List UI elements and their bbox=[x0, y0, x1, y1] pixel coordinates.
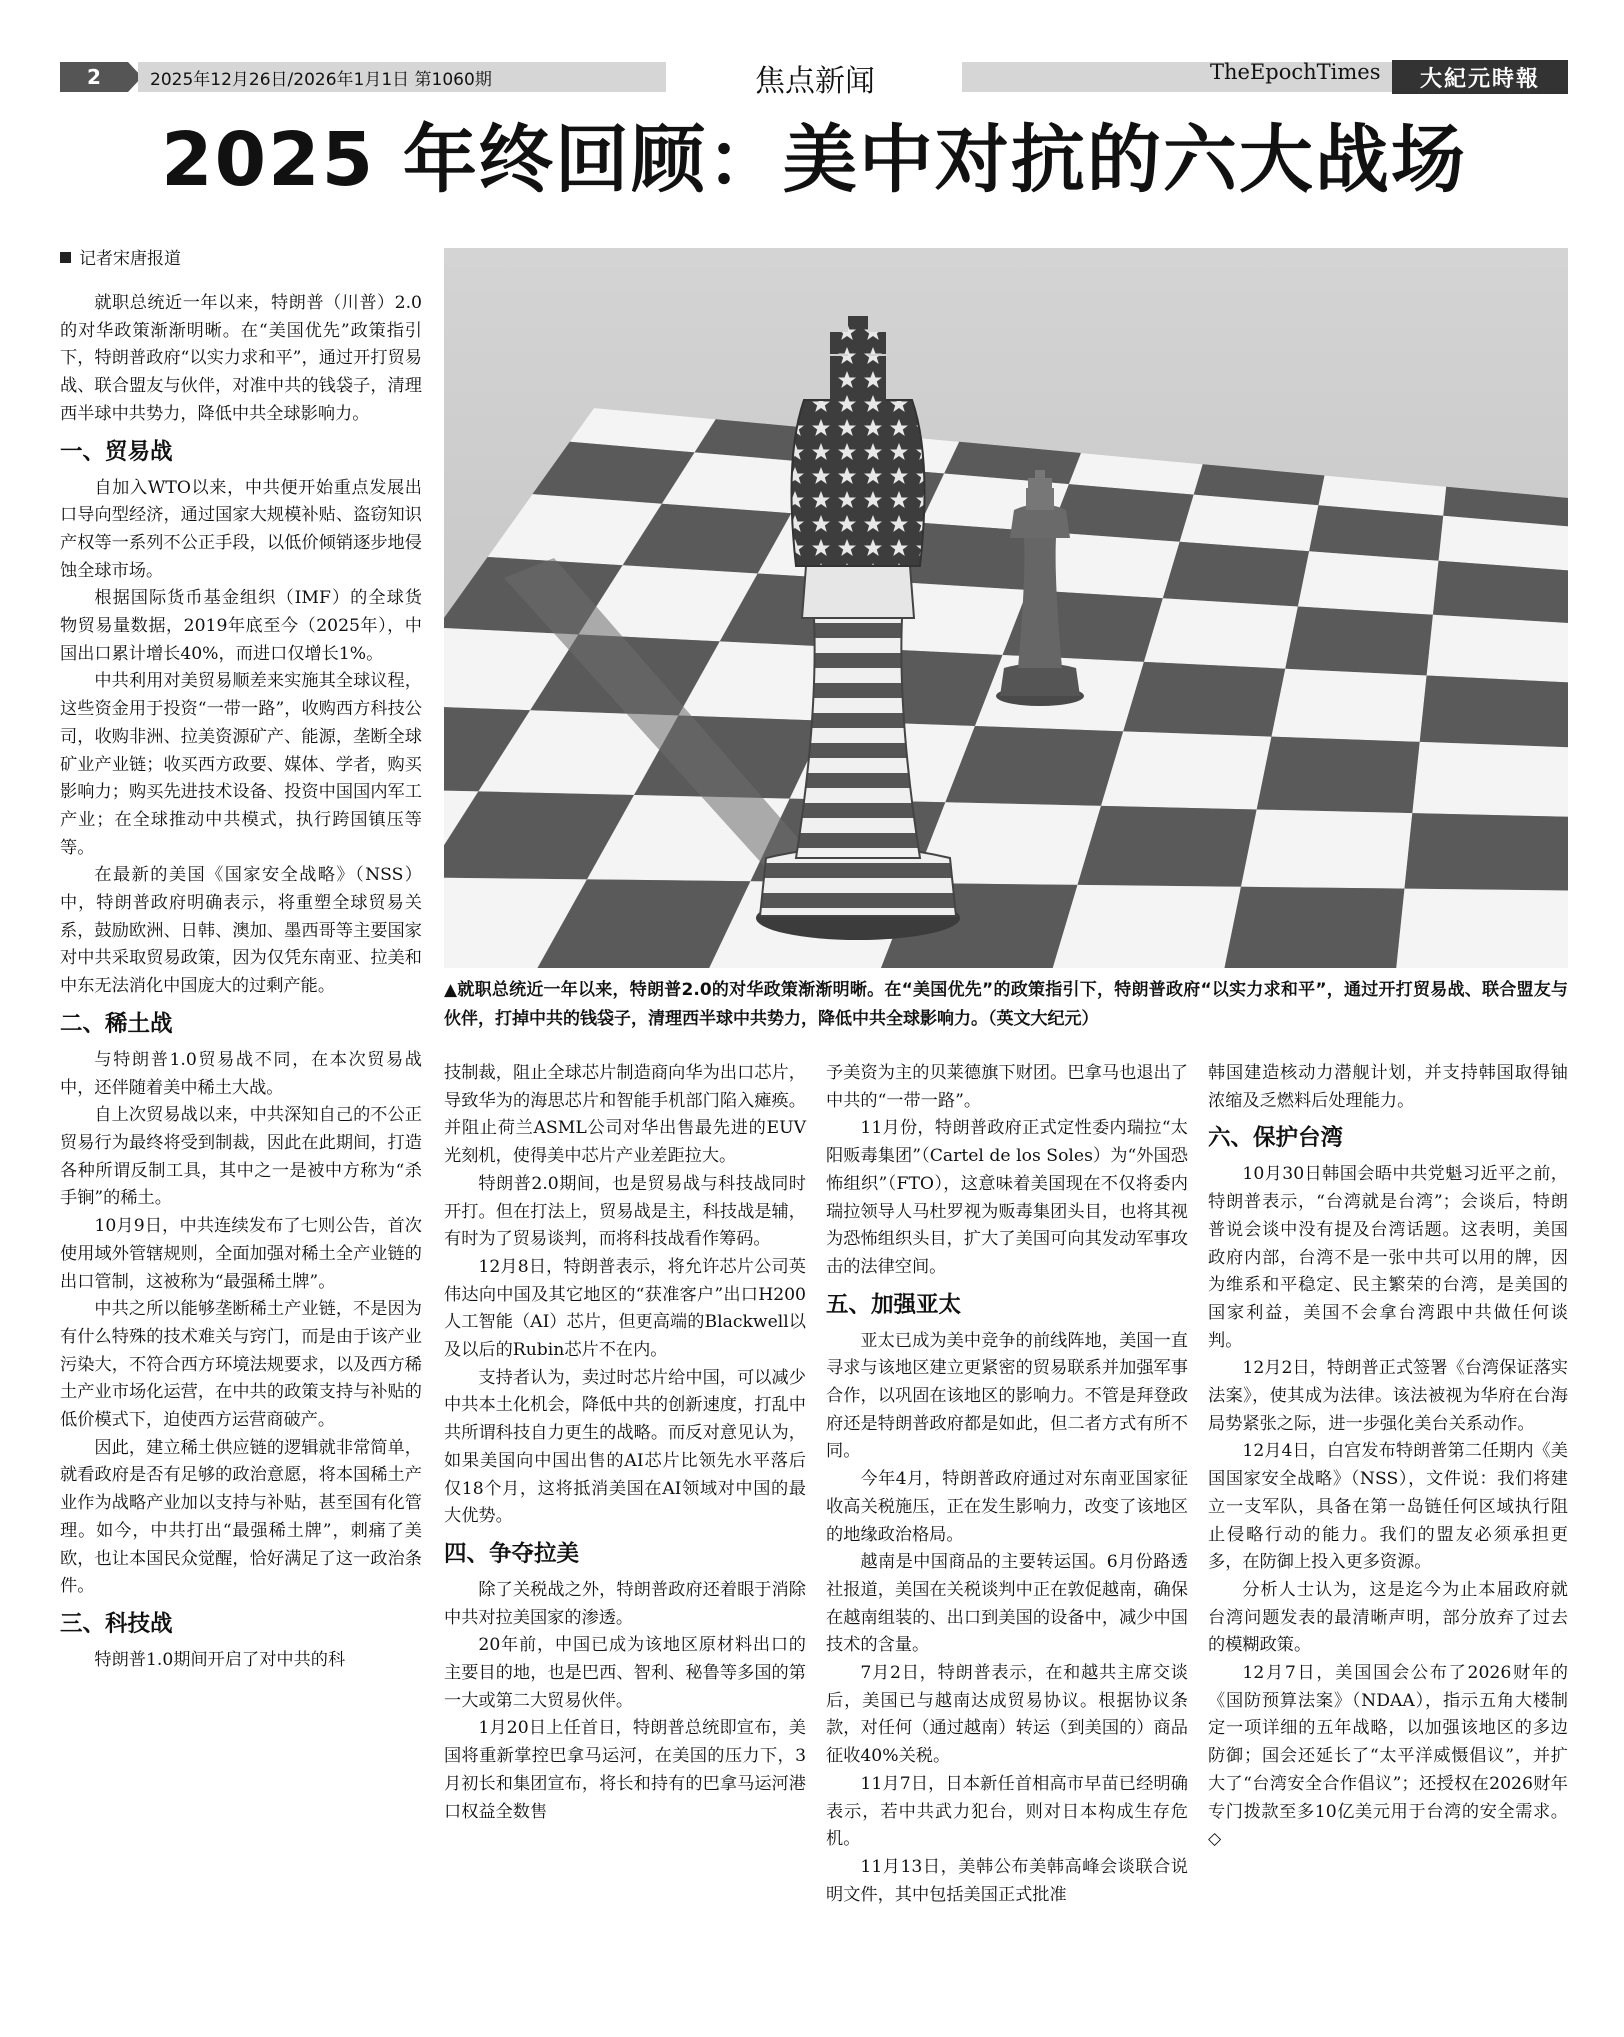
section-heading-rare-earth: 二、稀土战 bbox=[60, 1010, 173, 1037]
paragraph: 亚太已成为美中竞争的前线阵地，美国一直寻求与该地区建立更紧密的贸易联系并加强军事合作，以巩固在该地区的影响力。不管是拜登政府还是特朗普政府都是如此，但二者方式有所不同。 bbox=[826, 1330, 1188, 1462]
article-column-1 bbox=[60, 246, 422, 1675]
board-square bbox=[1427, 615, 1568, 683]
article-column-3 bbox=[826, 1060, 1188, 1909]
paragraph: 20年前，中国已成为该地区原材料出口的主要目的地，也是巴西、智利、秘鲁等多国的第一大或第二大贸易伙伴。 bbox=[444, 1635, 806, 1711]
section-title: 焦点新闻 bbox=[755, 64, 875, 99]
board-square bbox=[1298, 551, 1439, 614]
paragraph: 12月2日，特朗普正式签署《台湾保证落实法案》，使其成为法律。该法被视为华府在台海局势紧张之际，进一步强化美台关系动作。 bbox=[1208, 1358, 1568, 1434]
paragraph: 与特朗普1.0贸易战不同，在本次贸易战中，还伴随着美中稀土大战。 bbox=[60, 1049, 422, 1098]
paragraph: 11月7日，日本新任首相高市早苗已经明确表示，若中共武力犯台，则对日本构成生存危机。 bbox=[826, 1773, 1188, 1850]
board-square bbox=[1101, 731, 1271, 809]
paragraph: 10月30日韩国会晤中共党魁习近平之前，特朗普表示，“台湾就是台湾”；会谈后，特朗普说会谈中没有提及台湾话题。这表明，美国政府内部，台湾不是一张中共可以用的牌，因为维系和平稳定、民主繁荣的台湾，是美国的国家利益，美国不会拿台湾跟中共做任何谈判。 bbox=[1208, 1164, 1568, 1351]
intro-paragraph: 就职总统近一年以来，特朗普（川普）2.0的对华政策渐渐明晰。在“美国优先”政策指引下，特朗普政府“以实力求和平”，通过开打贸易战、联合盟友与伙伴，对准中共的钱袋子，清理西半球中共势力，降低中共全球影响力。 bbox=[60, 293, 422, 424]
paragraph: 1月20日上任首日，特朗普总统即宣布，美国将重新掌控巴拿马运河，在美国的压力下，3月初长和集团宣布，将长和持有的巴拿马运河港口权益全数售 bbox=[444, 1718, 806, 1822]
issue-date: 2025年12月26日/2026年1月1日 第1060期 bbox=[150, 69, 492, 90]
board-square bbox=[1225, 887, 1405, 968]
board-square bbox=[1285, 607, 1433, 676]
section-heading-latin-america: 四、争夺拉美 bbox=[444, 1540, 580, 1567]
paragraph: 12月7日，美国国会公布了2026财年的《国防预算法案》（NDAA），指示五角大楼制定一项详细的五年战略，以加强该地区的多边防御；国会还延长了“太平洋威慑倡议”，并扩大了“台湾安全合作倡议”；还授权在2026财年专门拨款至多10亿美元用于台湾的安全需求。◇ bbox=[1208, 1663, 1568, 1850]
paragraph: 10月9日，中共连续发布了七则公告，首次使用域外管辖规则，全面加强对稀土全产业链的出口管制，这被称为“最强稀土牌”。 bbox=[60, 1216, 422, 1292]
article-column-2 bbox=[444, 1060, 806, 1826]
masthead-logo: 大紀元時報 bbox=[1392, 60, 1568, 94]
headline: 2025 年终回顾：美中对抗的六大战场 bbox=[161, 117, 1467, 203]
section-heading-asia-pacific: 五、加强亚太 bbox=[826, 1291, 962, 1318]
section-heading-taiwan: 六、保护台湾 bbox=[1208, 1125, 1344, 1152]
board-square bbox=[1077, 806, 1256, 887]
board-square bbox=[1433, 561, 1568, 623]
board-square bbox=[1420, 676, 1568, 748]
section-heading-trade: 一、贸易战 bbox=[60, 438, 173, 465]
paragraph: 分析人士认为，这是迄今为止本届政府就台湾问题发表的最清晰声明，部分放弃了过去的模糊政策。 bbox=[1208, 1579, 1568, 1656]
board-square bbox=[1241, 809, 1412, 888]
paragraph: 7月2日，特朗普表示，在和越共主席交谈后，美国已与越南达成贸易协议。根据协议条款，对任何（通过越南）转运（到美国的）商品征收40%关税。 bbox=[826, 1663, 1188, 1767]
paragraph: 越南是中国商品的主要转运国。6月份路透社报道，美国在关税谈判中正在敦促越南，确保在越南组装的、出口到美国的设备中，减少中国技术的含量。 bbox=[826, 1552, 1188, 1656]
article-column-4 bbox=[1208, 1060, 1568, 1854]
paragraph: 11月份，特朗普政府正式定性委内瑞拉“太阳贩毒集团”（Cartel de los Soles）为“外国恐怖组织”（FTO），这意味着美国现在不仅将委内瑞拉领导人马杜罗视为贩毒集团头目，也将其视为恐怖组织头目，扩大了美国可向其发动军事攻击的法律空间。 bbox=[826, 1118, 1188, 1277]
byline bbox=[60, 246, 422, 272]
board-square bbox=[945, 726, 1123, 806]
paragraph: 除了关税战之外，特朗普政府还着眼于消除中共对拉美国家的渗透。 bbox=[444, 1579, 806, 1628]
board-square bbox=[1396, 889, 1568, 968]
chess-photo bbox=[444, 248, 1568, 968]
chess-illustration bbox=[444, 248, 1568, 968]
byline-text: 记者宋唐报道 bbox=[79, 249, 181, 269]
paragraph: 12月8日，特朗普表示，将允许芯片公司英伟达向中国及其它地区的“获准客户”出口H200人工智能（AI）芯片，但更高端的Blackwell以及以后的Rubin芯片不在内。 bbox=[444, 1256, 806, 1361]
paragraph: 根据国际货币基金组织（IMF）的全球货物贸易量数据，2019年底至今（2025年），中国出口累计增长40%，而进口仅增长1%。 bbox=[60, 588, 422, 664]
paragraph: 在最新的美国《国家安全战略》（NSS）中，特朗普政府明确表示，将重塑全球贸易关系，鼓励欧洲、日韩、澳加、墨西哥等主要国家对中共采取贸易政策，因为仅凭东南亚、拉美和中东无法消化中国庞大的过剩产能。 bbox=[60, 865, 422, 997]
board-square bbox=[1144, 598, 1298, 668]
board-square bbox=[1123, 662, 1285, 737]
paragraph: 支持者认为，卖过时芯片给中国，可以减少中共本土化机会，降低中共的创新速度，打乱中共所谓科技自力更生的战略。而反对意见认为，如果美国向中国出售的AI芯片比领先水平落后仅18个月，这将抵消美国在AI领域对中国的最大优势。 bbox=[444, 1367, 806, 1527]
issue-date-bar bbox=[138, 62, 666, 92]
board-square bbox=[1053, 885, 1241, 968]
paragraph: 特朗普2.0期间，也是贸易战与科技战同时开打。但在打法上，贸易战是主，科技战是辅，有时为了贸易谈判，而将科技战看作筹码。 bbox=[444, 1173, 806, 1250]
board-square bbox=[1271, 669, 1426, 742]
board-square bbox=[1163, 542, 1309, 607]
board-square bbox=[1404, 813, 1568, 890]
paragraph: 12月4日，白宫发布特朗普第二任期内《美国国家安全战略》（NSS），文件说：我们将建立一支军队，具备在第一岛链任何区域执行阻止侵略行动的能力。我们的盟友必须承担更多，在防御上投入更多资源。 bbox=[1208, 1441, 1568, 1573]
section-heading-tech: 三、科技战 bbox=[60, 1610, 173, 1637]
paragraph: 中共之所以能够垄断稀土产业链，不是因为有什么特殊的技术难关与窍门，而是由于该产业污染大，不符合西方环境法规要求，以及西方稀土产业市场化运营，在中共的政策支持与补贴的低价模式下，迫使西方运营商破产。 bbox=[60, 1299, 422, 1431]
photo-caption: ▲就职总统近一年以来，特朗普2.0的对华政策渐渐明晰。在“美国优先”的政策指引下，特朗普政府“以实力求和平”，通过开打贸易战、联合盟友与伙伴，打掉中共的钱袋子，清理西半球中共势力，降低中共全球影响力。（英文大纪元） bbox=[444, 980, 1568, 1029]
paragraph: 因此，建立稀土供应链的逻辑就非常简单，就看政府是否有足够的政治意愿，将本国稀土产业作为战略产业加以支持与补贴，甚至国有化管理。如今，中共打出“最强稀土牌”，刺痛了美欧，也让本国民众觉醒，恰好满足了这一政治条件。 bbox=[60, 1437, 422, 1597]
paragraph: 自加入WTO以来，中共便开始重点发展出口导向型经济，通过国家大规模补贴、盗窃知识产权等一系列不公正手段，以低价倾销逐步地侵蚀全球市场。 bbox=[60, 477, 422, 581]
paragraph: 自上次贸易战以来，中共深知自己的不公正贸易行为最终将受到制裁，因此在此期间，打造各种所谓反制工具，其中之一是被中方称为“杀手锏”的稀土。 bbox=[60, 1105, 422, 1209]
board-square bbox=[1257, 737, 1420, 813]
byline-square-icon bbox=[60, 252, 71, 263]
paragraph: 韩国建造核动力潜舰计划，并支持韩国取得铀浓缩及乏燃料后处理能力。 bbox=[1208, 1063, 1568, 1111]
board-square bbox=[1412, 742, 1568, 817]
paragraph: 11月13日，美韩公布美韩高峰会谈联合说明文件，其中包括美国正式批准 bbox=[826, 1856, 1188, 1905]
paragraph: 予美资为主的贝莱德旗下财团。巴拿马也退出了中共的“一带一路”。 bbox=[826, 1063, 1188, 1111]
paragraph: 技制裁，阻止全球芯片制造商向华为出口芯片，导致华为的海思芯片和智能手机部门陷入瘫痪。并阻止荷兰ASML公司对华出售最先进的EUV光刻机，使得美中芯片产业差距拉大。 bbox=[444, 1063, 806, 1167]
paragraph: 今年4月，特朗普政府通过对东南亚国家征收高关税施压，正在发生影响力，改变了该地区的地缘政治格局。 bbox=[826, 1469, 1188, 1545]
page-number: 2 bbox=[60, 62, 128, 92]
masthead-english: TheEpochTimes bbox=[1210, 60, 1381, 84]
paragraph: 特朗普1.0期间开启了对中共的科 bbox=[94, 1649, 346, 1670]
paragraph: 中共利用对美贸易顺差来实施其全球议程，这些资金用于投资“一带一路”，收购西方科技公司，收购非洲、拉美资源矿产、能源，垄断全球矿业产业链；收买西方政要、媒体、学者，购买影响力；购买先进技术设备、投资中国国内军工产业；在全球推动中共模式，执行跨国镇压等等。 bbox=[60, 671, 422, 858]
